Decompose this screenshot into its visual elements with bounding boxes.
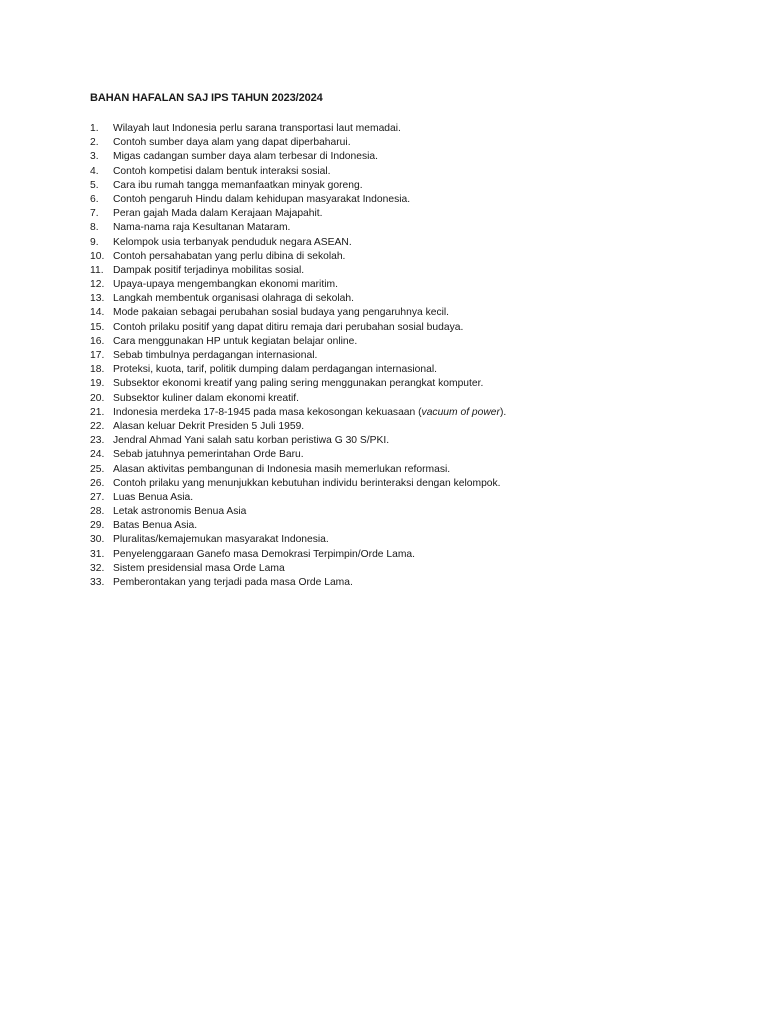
list-item [90,179,506,193]
list-item-text-main: Contoh kompetisi dalam bentuk interaksi sosial. [113,165,331,177]
list-item-text [113,136,351,150]
list-item-number: 1. [90,123,99,134]
list-item [90,434,506,448]
list-item-text [113,576,353,590]
list-item-text [113,321,463,335]
list-item-number: 3. [90,151,99,163]
list-item [90,491,506,505]
list-item-text-main: Sebab jatuhnya pemerintahan Orde Baru. [113,449,304,461]
list-item-number: 7. [90,208,99,220]
list-item-text [113,406,506,420]
list-item-text-main: Dampak positif terjadinya mobilitas sosial. [113,264,305,276]
list-item [90,349,506,363]
list-item-number: 23. [90,435,105,447]
list-item-text [113,477,501,491]
list-item-number: 8. [90,222,99,234]
list-item-text-main: Langkah membentuk organisasi olahraga di sekolah. [113,293,354,305]
list-item [90,519,506,533]
list-item-text-main: Sebab timbulnya perdagangan internasional. [113,350,318,361]
list-item-text-main: Kelompok usia terbanyak penduduk negara ASEAN. [113,236,352,248]
list-item [90,533,506,547]
list-item-text-main: Upaya-upaya mengembangkan ekonomi maritim. [113,279,338,291]
list-item-text-main: Batas Benua Asia. [113,520,198,532]
list-item-text [113,179,363,193]
list-item-text [113,491,193,505]
list-item-text-main: Alasan keluar Dekrit Presiden 5 Juli 1959. [113,420,305,432]
list-item [90,477,506,491]
list-item-text-main: Indonesia merdeka 17-8-1945 pada masa kekosongan kekuasaan ( [113,406,422,418]
list-item-text [113,548,415,562]
item-list [90,122,506,590]
list-item [90,335,506,349]
list-item-text-main: Sistem presidensial masa Orde Lama [113,562,285,574]
list-item-text [113,335,357,349]
list-item-text [113,363,437,377]
list-item-number: 20. [90,392,105,404]
list-item-text [113,264,304,278]
list-item [90,122,506,136]
list-item [90,136,506,150]
list-item [90,193,506,207]
list-item-number: 11. [90,264,104,276]
list-item [90,278,506,292]
list-item-text-main: Cara ibu rumah tangga memanfaatkan minyak goreng. [113,179,363,191]
list-item [90,292,506,306]
list-item-text [113,434,389,448]
list-item-number: 31. [90,548,105,560]
list-item-text-main: Wilayah laut Indonesia perlu sarana transportasi laut memadai. [113,123,401,134]
list-item [90,420,506,434]
list-item-text-main: Penyelenggaraan Ganefo masa Demokrasi Terpimpin/Orde Lama. [113,548,416,560]
list-item-text-main: Contoh sumber daya alam yang dapat diperbaharui. [113,137,351,149]
list-item-number: 17. [90,350,105,361]
list-item-text-main: Subsektor ekonomi kreatif yang paling sering menggunakan perangkat komputer. [113,378,484,390]
list-item-text [113,448,304,462]
list-item [90,406,506,420]
list-item-text-main: Alasan aktivitas pembangunan di Indonesia masih memerlukan reformasi. [113,463,451,475]
list-item-text-main: Contoh persahabatan yang perlu dibina di sekolah. [113,250,346,262]
list-item-text-main: Pemberontakan yang terjadi pada masa Orde Lama. [113,577,353,588]
list-item-text [113,165,331,179]
list-item-text-main: Peran gajah Mada dalam Kerajaan Majapahit. [113,208,323,220]
list-item [90,250,506,264]
list-item-text-main: Letak astronomis Benua Asia [113,506,247,518]
list-item [90,463,506,477]
list-item-number: 9. [90,236,99,248]
list-item [90,306,506,320]
list-item [90,448,506,462]
list-item-number: 13. [90,293,105,305]
list-item-text-main: Proteksi, kuota, tarif, politik dumping dalam perdagangan internasional. [113,364,437,376]
list-item-text [113,562,285,576]
list-item-text [113,463,450,477]
list-item-number: 22. [90,420,105,432]
list-item-number: 4. [90,165,99,177]
list-item-number: 10. [90,250,105,262]
list-item-number: 16. [90,335,105,347]
list-item-number: 29. [90,520,105,532]
list-item [90,392,506,406]
list-item-text-main: Subsektor kuliner dalam ekonomi kreatif. [113,392,300,404]
list-item-text [113,122,401,136]
document-title: BAHAN HAFALAN SAJ IPS TAHUN 2023/2024 [90,92,323,104]
list-item [90,236,506,250]
list-item-text [113,349,317,363]
list-item [90,207,506,221]
list-item-number: 26. [90,477,105,489]
list-item-text [113,306,449,320]
list-item-text-main: Cara menggunakan HP untuk kegiatan belajar online. [113,335,358,347]
list-item-text [113,193,410,207]
list-item-number: 30. [90,534,105,546]
list-item [90,321,506,335]
list-item-text [113,207,323,221]
list-item-text-main: Pluralitas/kemajemukan masyarakat Indonesia. [113,534,329,546]
list-item-number: 19. [90,378,105,390]
list-item-text [113,519,197,533]
list-item-number: 32. [90,562,105,574]
list-item-text-main: Contoh prilaku yang menunjukkan kebutuhan individu berinteraksi dengan kelompok. [113,477,501,489]
list-item-number: 27. [90,491,105,503]
list-item-number: 12. [90,279,105,291]
list-item [90,221,506,235]
list-item-text-main: Contoh pengaruh Hindu dalam kehidupan masyarakat Indonesia. [113,193,411,205]
list-item-number: 18. [90,364,105,376]
list-item-text [113,392,299,406]
list-item-text-main: Jendral Ahmad Yani salah satu korban peristiwa G 30 S/PKI. [113,435,390,447]
list-item-number: 33. [90,577,105,588]
list-item-text-main: Mode pakaian sebagai perubahan sosial budaya yang pengaruhnya kecil. [113,307,450,319]
list-item-number: 6. [90,193,99,205]
list-item [90,150,506,164]
list-item [90,576,506,590]
list-item-text-main: Nama-nama raja Kesultanan Mataram. [113,222,291,234]
list-item [90,505,506,519]
list-item-text [113,420,304,434]
list-item-text [113,377,483,391]
list-item-text [113,221,290,235]
list-item-text [113,292,354,306]
list-item [90,562,506,576]
list-item-text [113,250,345,264]
list-item-text-main: Migas cadangan sumber daya alam terbesar di Indonesia. [113,151,379,163]
list-item-number: 25. [90,463,105,475]
list-item-number: 5. [90,179,99,191]
list-item-text-main: Luas Benua Asia. [113,491,194,503]
list-item-number: 28. [90,506,105,518]
list-item [90,264,506,278]
list-item-text [113,236,352,250]
list-item-number: 14. [90,307,105,319]
list-item-number: 15. [90,321,105,333]
list-item-text-main: Contoh prilaku positif yang dapat ditiru remaja dari perubahan sosial budaya. [113,321,464,333]
list-item-text-italic: vacuum of power [421,406,500,418]
list-item-number: 24. [90,449,105,461]
list-item-text [113,533,329,547]
list-item-text [113,150,378,164]
list-item-text [113,505,246,519]
list-item [90,363,506,377]
list-item-number: 21. [90,406,105,418]
list-item [90,377,506,391]
list-item-number: 2. [90,137,99,149]
list-item-text [113,278,338,292]
list-item [90,165,506,179]
list-item-text-after: ). [499,406,507,418]
list-item [90,548,506,562]
